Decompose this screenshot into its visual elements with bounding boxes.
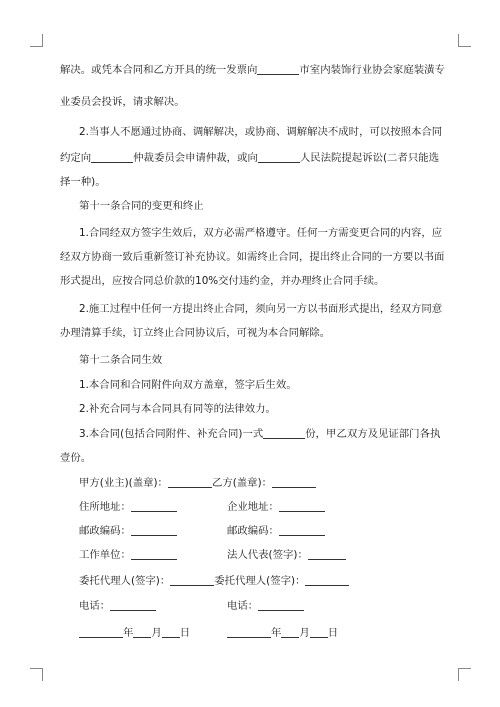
text-segment: 2.施工过程中任何一方提出终止合同，须向另一方以书面形式提出，经双方同意: [79, 303, 443, 315]
blank-line: [257, 63, 299, 75]
text-line: [60, 250, 444, 264]
legal-rep-label: 法人代表(签字)：: [227, 549, 308, 561]
text-line: [79, 402, 276, 416]
postcode-field: [227, 524, 325, 538]
blank-line: [279, 500, 325, 512]
date-year-label: 年: [123, 627, 134, 639]
postcode-label: 邮政编码：: [227, 525, 279, 537]
blank-line: [170, 574, 214, 586]
blank-line: [272, 476, 316, 488]
address-field: [79, 500, 177, 514]
text-line: [60, 274, 384, 288]
blank-line: [310, 626, 328, 638]
text-segment: 经双方协商一致后重新签订补充协议。如需终止合同，提出终止合同的一方要以书面: [60, 251, 445, 263]
text-segment: 择一种)。: [60, 176, 106, 188]
signature-line: [79, 476, 316, 490]
text-segment: 约定向: [60, 152, 92, 164]
text-segment: 第十一条合同的变更和终止: [79, 200, 204, 212]
blank-line: [79, 626, 123, 638]
party-a-label: 甲方(业主)(盖章)：: [79, 477, 168, 489]
text-segment: 办理清算手续，订立终止合同协议后，可视为本合同解除。: [60, 327, 331, 339]
text-line: [79, 378, 297, 392]
blank-line: [131, 500, 177, 512]
date-month-label: 月: [299, 627, 310, 639]
blank-line: [279, 524, 325, 536]
work-unit-label: 工作单位：: [79, 549, 131, 561]
blank-line: [227, 626, 271, 638]
agent-b-label: 委托代理人(签字)：: [214, 575, 306, 587]
blank-line: [308, 548, 346, 560]
crop-mark-top-right: [458, 34, 471, 47]
legal-rep-field: [227, 548, 346, 562]
blank-line: [305, 574, 349, 586]
text-line: [60, 175, 106, 189]
postcode-label: 邮政编码：: [79, 525, 131, 537]
blank-line: [281, 626, 299, 638]
text-line: [60, 95, 185, 109]
date-month-label: 月: [151, 627, 162, 639]
text-line: [79, 302, 442, 316]
section-heading: [79, 353, 162, 367]
text-segment: 1.本合同和合同附件向双方盖章，签字后生效。: [79, 379, 297, 391]
blank-line: [131, 524, 177, 536]
party-b-label: 乙方(盖章)：: [211, 477, 273, 489]
crop-mark-bottom-right: [458, 668, 471, 681]
text-line: [60, 151, 439, 165]
blank-line: [162, 626, 180, 638]
company-address-label: 企业地址：: [227, 501, 279, 513]
text-line: [79, 226, 442, 240]
blank-line: [258, 151, 300, 163]
work-unit-field: [79, 548, 177, 562]
date-day-label: 日: [179, 627, 191, 639]
text-segment: 人民法院提起诉讼(二者只能选: [299, 152, 439, 164]
address-label: 住所地址：: [79, 501, 131, 513]
text-segment: 解决。或凭本合同和乙方开具的统一发票向: [60, 64, 258, 76]
date-field: [79, 626, 190, 640]
blank-line: [131, 548, 177, 560]
phone-label: 电话：: [227, 600, 259, 612]
blank-line: [91, 151, 133, 163]
text-line: [60, 63, 445, 77]
text-line: [79, 427, 440, 441]
text-segment: 2.当事人不愿通过协商、调解解决，或协商、调解解决不成时，可以按照本合同: [79, 126, 443, 138]
crop-mark-bottom-left: [30, 668, 43, 681]
blank-line: [263, 427, 305, 439]
phone-field: [79, 599, 156, 613]
company-address-field: [227, 500, 325, 514]
phone-label: 电话：: [79, 600, 111, 612]
agent-line: [79, 574, 349, 588]
section-heading: [79, 199, 204, 213]
date-field: [227, 626, 338, 640]
text-segment: 壹份。: [60, 452, 92, 464]
text-segment: 份，甲乙双方及见证部门各执: [305, 428, 441, 440]
blank-line: [168, 476, 212, 488]
phone-field: [227, 599, 304, 613]
text-segment: 形式提出，应按合同总价款的10%交付违约金，并办理终止合同手续。: [60, 275, 385, 287]
date-year-label: 年: [271, 627, 282, 639]
text-segment: 2.补充合同与本合同具有同等的法律效力。: [79, 403, 276, 415]
text-line: [79, 125, 442, 139]
agent-a-label: 委托代理人(签字)：: [79, 575, 171, 587]
text-segment: 业委员会投诉，请求解决。: [60, 96, 185, 108]
crop-mark-top-left: [30, 34, 43, 47]
date-day-label: 日: [327, 627, 339, 639]
text-line: [60, 451, 91, 465]
text-segment: 市室内装饰行业协会家庭装潢专: [299, 64, 445, 76]
blank-line: [133, 626, 151, 638]
text-segment: 仲裁委员会申请仲裁，或向: [133, 152, 258, 164]
text-segment: 1.合同经双方签字生效后，双方必需严格遵守。任何一方需变更合同的内容，应: [79, 227, 443, 239]
blank-line: [110, 599, 156, 611]
text-segment: 第十二条合同生效: [79, 354, 163, 366]
postcode-field: [79, 524, 177, 538]
text-line: [60, 326, 330, 340]
text-segment: 3.本合同(包括合同附件、补充合同)一式: [79, 428, 264, 440]
blank-line: [258, 599, 304, 611]
